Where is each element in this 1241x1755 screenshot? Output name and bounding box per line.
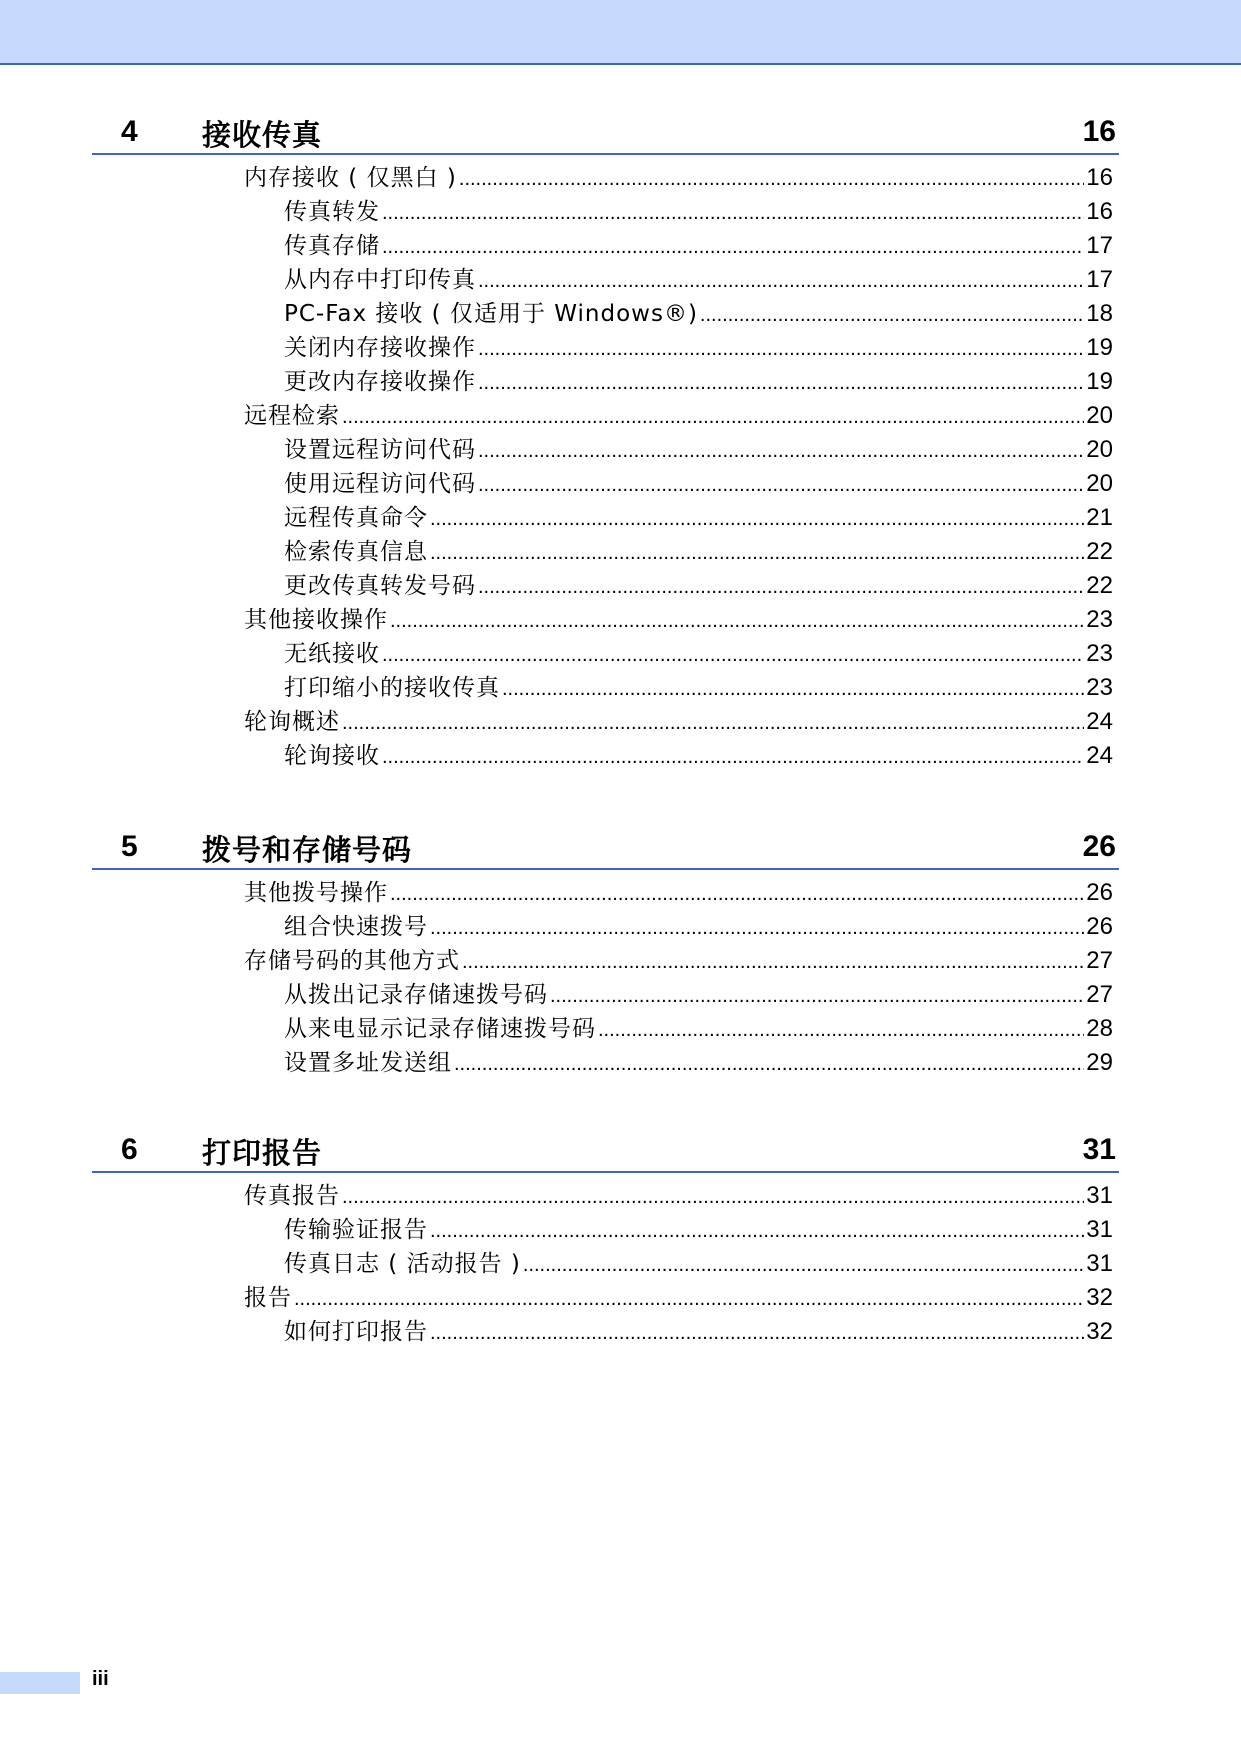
chapter-4 — [92, 113, 1119, 773]
toc-entry-title: 组合快速拨号 — [284, 914, 428, 940]
chapter-page[interactable]: 26 — [1082, 830, 1116, 863]
toc-entry[interactable] — [284, 1315, 1113, 1349]
toc-entry-title: 打印缩小的接收传真 — [284, 675, 500, 701]
chapter-title[interactable]: 拨号和存储号码 — [202, 833, 413, 867]
footer-tab — [0, 1672, 80, 1694]
toc-entry-title: 从内存中打印传真 — [284, 267, 476, 293]
toc-entry-page: 16 — [1086, 164, 1113, 191]
toc-entry-page: 22 — [1086, 572, 1113, 599]
toc-entry[interactable] — [244, 1281, 1113, 1315]
toc-entry[interactable] — [284, 365, 1113, 399]
toc-entry[interactable] — [244, 161, 1113, 195]
toc-entry-page: 24 — [1086, 708, 1113, 735]
dot-leader — [382, 196, 1084, 230]
toc-entry[interactable] — [284, 1012, 1113, 1046]
toc-entry[interactable] — [284, 297, 1113, 331]
toc-entry-page: 27 — [1086, 947, 1113, 974]
dot-leader — [478, 332, 1084, 366]
dot-leader — [430, 1214, 1084, 1248]
dot-leader — [478, 366, 1084, 400]
toc-entry-title: 其他接收操作 — [244, 607, 388, 633]
toc-entry-title: 如何打印报告 — [284, 1319, 428, 1345]
toc-entry[interactable] — [284, 1247, 1113, 1281]
toc-entry-page: 23 — [1086, 606, 1113, 633]
toc-entry-title: 报告 — [244, 1285, 292, 1311]
dot-leader — [598, 1013, 1084, 1047]
dot-leader — [700, 298, 1084, 332]
dot-leader — [342, 706, 1084, 740]
toc-entry[interactable] — [284, 637, 1113, 671]
toc-entry[interactable] — [284, 910, 1113, 944]
toc-entry-title: 无纸接收 — [284, 641, 380, 667]
header-band — [0, 0, 1241, 65]
dot-leader — [342, 400, 1084, 434]
dot-leader — [454, 1047, 1084, 1081]
chapter-page[interactable]: 16 — [1082, 115, 1116, 148]
toc-entry-title: 轮询接收 — [284, 743, 380, 769]
toc-entry-title: 远程传真命令 — [284, 505, 428, 531]
dot-leader — [459, 162, 1084, 196]
toc-entry-page: 19 — [1086, 368, 1113, 395]
toc-entry[interactable] — [284, 1046, 1113, 1080]
toc-entry-page: 32 — [1086, 1318, 1113, 1345]
toc-entry-page: 28 — [1086, 1015, 1113, 1042]
toc-entry-title: 检索传真信息 — [284, 539, 428, 565]
toc-entry-title: 使用远程访问代码 — [284, 471, 476, 497]
toc-entry-page: 31 — [1086, 1250, 1113, 1277]
dot-leader — [390, 604, 1084, 638]
toc-entry-title: 从来电显示记录存储速拨号码 — [284, 1016, 596, 1042]
toc-entry-title: 更改内存接收操作 — [284, 369, 476, 395]
dot-leader — [342, 1180, 1084, 1214]
toc-entry-title: 传真报告 — [244, 1183, 340, 1209]
toc-entry-title: 传输验证报告 — [284, 1217, 428, 1243]
chapter-number: 5 — [121, 830, 138, 863]
toc-entry[interactable] — [284, 229, 1113, 263]
chapter-heading — [92, 1131, 1119, 1173]
toc-entry-title: 远程检索 — [244, 403, 340, 429]
toc-entry-page: 31 — [1086, 1182, 1113, 1209]
toc-entry[interactable] — [284, 467, 1113, 501]
toc-entry-title: 传真存储 — [284, 233, 380, 259]
chapter-number: 4 — [121, 115, 138, 148]
toc-entry[interactable] — [284, 978, 1113, 1012]
toc-entry-page: 27 — [1086, 981, 1113, 1008]
dot-leader — [550, 979, 1084, 1013]
toc-entry-page: 22 — [1086, 538, 1113, 565]
toc-entry-page: 32 — [1086, 1284, 1113, 1311]
dot-leader — [382, 740, 1084, 774]
toc-entry[interactable] — [284, 263, 1113, 297]
dot-leader — [382, 638, 1084, 672]
dot-leader — [462, 945, 1084, 979]
toc-entry[interactable] — [244, 1179, 1113, 1213]
toc-entry[interactable] — [284, 501, 1113, 535]
chapter-title[interactable]: 接收传真 — [202, 118, 323, 152]
toc-entry[interactable] — [244, 876, 1113, 910]
chapter-6 — [92, 1131, 1119, 1349]
toc-entries — [92, 1179, 1119, 1349]
toc-entry[interactable] — [284, 1213, 1113, 1247]
toc-entry-page: 26 — [1086, 879, 1113, 906]
toc-entry-page: 31 — [1086, 1216, 1113, 1243]
dot-leader — [523, 1248, 1084, 1282]
chapter-heading — [92, 828, 1119, 870]
toc-entry-title: 轮询概述 — [244, 709, 340, 735]
page-number: iii — [92, 1668, 109, 1690]
dot-leader — [478, 468, 1084, 502]
toc-entry-title: 传真日志 ( 活动报告 ) — [284, 1251, 521, 1277]
toc-entry-page: 18 — [1086, 300, 1113, 327]
dot-leader — [294, 1282, 1084, 1316]
toc-entry-title: 关闭内存接收操作 — [284, 335, 476, 361]
chapter-heading — [92, 113, 1119, 155]
toc-entry[interactable] — [284, 433, 1113, 467]
dot-leader — [390, 877, 1084, 911]
dot-leader — [382, 230, 1084, 264]
toc-entry-title: 从拨出记录存储速拨号码 — [284, 982, 548, 1008]
toc-entry[interactable] — [244, 705, 1113, 739]
toc-entries — [92, 161, 1119, 773]
toc-entry-page: 21 — [1086, 504, 1113, 531]
dot-leader — [430, 911, 1084, 945]
dot-leader — [430, 536, 1084, 570]
toc-entry-page: 20 — [1086, 470, 1113, 497]
toc-entry[interactable] — [284, 671, 1113, 705]
toc-entry-title: 设置多址发送组 — [284, 1050, 452, 1076]
toc-entry-page: 23 — [1086, 674, 1113, 701]
toc-entry[interactable] — [284, 331, 1113, 365]
toc-entry[interactable] — [284, 535, 1113, 569]
toc-entry-page: 26 — [1086, 913, 1113, 940]
toc-entry[interactable] — [244, 603, 1113, 637]
toc-entry-page: 17 — [1086, 232, 1113, 259]
toc-entry-title: 存储号码的其他方式 — [244, 948, 460, 974]
toc-entry-page: 16 — [1086, 198, 1113, 225]
toc-entry-title: 内存接收 ( 仅黑白 ) — [244, 165, 457, 191]
chapter-5 — [92, 828, 1119, 1080]
chapter-page[interactable]: 31 — [1082, 1133, 1116, 1166]
toc-entry[interactable] — [284, 739, 1113, 773]
toc-entry[interactable] — [284, 195, 1113, 229]
toc-entry-page: 23 — [1086, 640, 1113, 667]
toc-entry-page: 19 — [1086, 334, 1113, 361]
dot-leader — [478, 570, 1084, 604]
dot-leader — [502, 672, 1084, 706]
chapter-number: 6 — [121, 1133, 138, 1166]
toc-entry-page: 20 — [1086, 436, 1113, 463]
toc-entries — [92, 876, 1119, 1080]
toc-entry-title: 传真转发 — [284, 199, 380, 225]
dot-leader — [430, 502, 1084, 536]
toc-entry[interactable] — [284, 569, 1113, 603]
toc-entry-page: 24 — [1086, 742, 1113, 769]
dot-leader — [478, 434, 1084, 468]
toc-entry-title: 设置远程访问代码 — [284, 437, 476, 463]
toc-entry-title: 更改传真转发号码 — [284, 573, 476, 599]
toc-entry-title: 其他拨号操作 — [244, 880, 388, 906]
toc-entry[interactable] — [244, 944, 1113, 978]
dot-leader — [430, 1316, 1084, 1350]
toc-entry[interactable] — [244, 399, 1113, 433]
toc-entry-page: 17 — [1086, 266, 1113, 293]
dot-leader — [478, 264, 1084, 298]
toc-entry-title: PC-Fax 接收 ( 仅适用于 Windows®) — [284, 301, 698, 327]
chapter-title[interactable]: 打印报告 — [202, 1136, 323, 1170]
toc-entry-page: 29 — [1086, 1049, 1113, 1076]
toc-entry-page: 20 — [1086, 402, 1113, 429]
